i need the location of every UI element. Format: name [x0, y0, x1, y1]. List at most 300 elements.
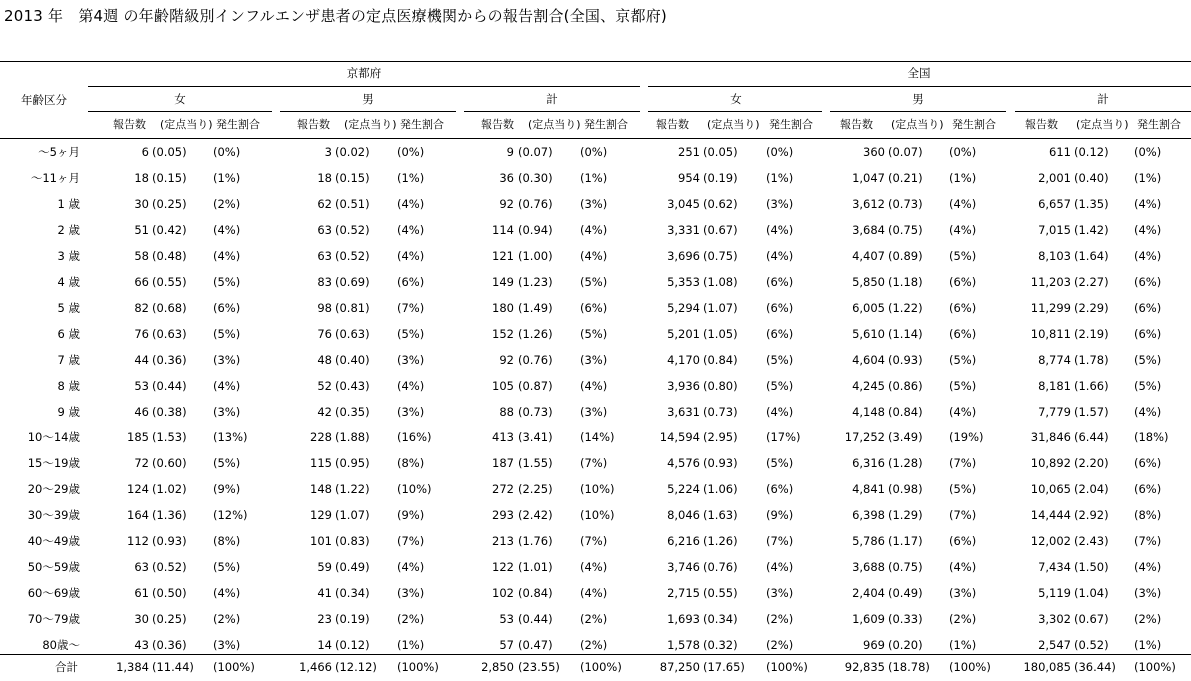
- influenza-report-table: [0, 59, 1191, 681]
- age-group-label: 7 歳: [57, 352, 80, 367]
- per-sentinel-cell: (0.67): [1074, 612, 1109, 627]
- total-ratio: (100%): [580, 660, 622, 674]
- age-group-label: 〜5ヶ月: [38, 145, 80, 159]
- total-ratio: (100%): [949, 660, 991, 674]
- subheader-per-sentinel: (定点当り): [344, 118, 397, 131]
- per-sentinel-cell: (0.38): [152, 404, 187, 419]
- subheader-ratio: 発生割合: [769, 118, 813, 131]
- report-count-cell: 3: [324, 145, 332, 159]
- per-sentinel-cell: (0.84): [518, 586, 553, 601]
- ratio-cell: (10%): [580, 482, 615, 497]
- region-rule-kyoto: [88, 86, 640, 87]
- per-sentinel-cell: (0.52): [335, 222, 370, 237]
- total-report-count: 87,250: [659, 660, 700, 674]
- report-count-cell: 3,696: [667, 248, 700, 263]
- ratio-cell: (3%): [213, 352, 241, 367]
- ratio-cell: (1%): [949, 170, 977, 185]
- report-count-cell: 46: [134, 404, 149, 419]
- per-sentinel-cell: (0.36): [152, 352, 187, 367]
- per-sentinel-cell: (1.02): [152, 482, 187, 497]
- per-sentinel-cell: (0.43): [335, 378, 370, 393]
- per-sentinel-cell: (0.32): [703, 638, 738, 653]
- subheader-ratio: 発生割合: [952, 118, 996, 131]
- sex-group-rule: [280, 111, 456, 112]
- ratio-cell: (7%): [397, 534, 425, 549]
- per-sentinel-cell: (0.12): [335, 638, 370, 653]
- ratio-cell: (5%): [949, 482, 977, 497]
- report-count-cell: 14,444: [1030, 508, 1071, 523]
- age-group-label: 4 歳: [57, 274, 80, 289]
- ratio-cell: (4%): [766, 248, 794, 263]
- sex-group-header: 計: [1097, 92, 1109, 106]
- per-sentinel-cell: (0.76): [518, 196, 553, 211]
- report-count-cell: 3,631: [667, 404, 700, 419]
- per-sentinel-cell: (2.04): [1074, 482, 1109, 497]
- total-row-label: 合計: [55, 660, 78, 674]
- ratio-cell: (8%): [1134, 508, 1162, 523]
- ratio-cell: (5%): [397, 326, 425, 341]
- per-sentinel-cell: (0.87): [518, 378, 553, 393]
- report-count-cell: 251: [678, 145, 700, 159]
- ratio-cell: (3%): [397, 404, 425, 419]
- report-count-cell: 124: [127, 482, 149, 497]
- report-count-cell: 88: [499, 404, 514, 419]
- ratio-cell: (7%): [397, 300, 425, 315]
- per-sentinel-cell: (0.15): [152, 170, 187, 185]
- report-count-cell: 92: [499, 352, 514, 367]
- ratio-cell: (0%): [1134, 145, 1162, 159]
- age-group-label: 80歳〜: [42, 638, 80, 653]
- report-count-cell: 18: [317, 170, 332, 185]
- per-sentinel-cell: (0.12): [1074, 145, 1109, 159]
- report-count-cell: 148: [310, 482, 332, 497]
- age-group-label: 6 歳: [57, 326, 80, 341]
- ratio-cell: (4%): [397, 378, 425, 393]
- report-count-cell: 1,578: [667, 638, 700, 653]
- age-group-label: 2 歳: [57, 222, 80, 237]
- report-count-cell: 293: [492, 508, 514, 523]
- per-sentinel-cell: (0.75): [703, 248, 738, 263]
- subheader-report-count: 報告数: [840, 118, 873, 131]
- per-sentinel-cell: (1.04): [1074, 586, 1109, 601]
- report-count-cell: 6: [141, 145, 149, 159]
- report-count-cell: 14: [317, 638, 332, 653]
- report-count-cell: 8,103: [1038, 248, 1071, 263]
- table-top-rule: [0, 61, 1191, 62]
- ratio-cell: (7%): [949, 508, 977, 523]
- report-count-cell: 3,688: [852, 560, 885, 575]
- per-sentinel-cell: (0.73): [703, 404, 738, 419]
- report-count-cell: 51: [134, 222, 149, 237]
- per-sentinel-cell: (2.42): [518, 508, 553, 523]
- ratio-cell: (6%): [1134, 456, 1162, 471]
- per-sentinel-cell: (1.22): [335, 482, 370, 497]
- report-count-cell: 6,657: [1038, 196, 1071, 211]
- report-count-cell: 76: [317, 326, 332, 341]
- report-count-cell: 3,684: [852, 222, 885, 237]
- report-count-cell: 5,119: [1038, 586, 1071, 601]
- per-sentinel-cell: (0.36): [152, 638, 187, 653]
- report-count-cell: 72: [134, 456, 149, 471]
- ratio-cell: (5%): [213, 274, 241, 289]
- ratio-cell: (1%): [580, 170, 608, 185]
- report-count-cell: 3,746: [667, 560, 700, 575]
- per-sentinel-cell: (0.40): [1074, 170, 1109, 185]
- subheader-ratio: 発生割合: [400, 118, 444, 131]
- ratio-cell: (7%): [949, 456, 977, 471]
- per-sentinel-cell: (1.23): [518, 274, 553, 289]
- report-count-cell: 7,434: [1038, 560, 1071, 575]
- ratio-cell: (3%): [580, 196, 608, 211]
- per-sentinel-cell: (0.49): [335, 560, 370, 575]
- age-group-label: 40〜49歳: [27, 534, 80, 549]
- ratio-cell: (10%): [397, 482, 432, 497]
- report-count-cell: 36: [499, 170, 514, 185]
- ratio-cell: (7%): [580, 534, 608, 549]
- per-sentinel-cell: (0.80): [703, 378, 738, 393]
- report-count-cell: 152: [492, 326, 514, 341]
- per-sentinel-cell: (0.44): [518, 612, 553, 627]
- per-sentinel-cell: (1.28): [888, 456, 923, 471]
- report-count-cell: 58: [134, 248, 149, 263]
- report-count-cell: 969: [863, 638, 885, 653]
- subheader-ratio: 発生割合: [584, 118, 628, 131]
- per-sentinel-cell: (0.52): [152, 560, 187, 575]
- ratio-cell: (13%): [213, 430, 248, 445]
- per-sentinel-cell: (0.25): [152, 196, 187, 211]
- age-group-label: 3 歳: [57, 248, 80, 263]
- ratio-cell: (5%): [1134, 352, 1162, 367]
- ratio-cell: (4%): [397, 222, 425, 237]
- subheader-report-count: 報告数: [1025, 118, 1058, 131]
- age-group-label: 20〜29歳: [27, 482, 80, 497]
- report-count-cell: 8,774: [1038, 352, 1071, 367]
- ratio-cell: (0%): [949, 145, 977, 159]
- report-count-cell: 48: [317, 352, 332, 367]
- report-count-cell: 7,779: [1038, 404, 1071, 419]
- report-count-cell: 187: [492, 456, 514, 471]
- per-sentinel-cell: (1.88): [335, 430, 370, 445]
- report-count-cell: 10,065: [1030, 482, 1071, 497]
- ratio-cell: (9%): [766, 508, 794, 523]
- ratio-cell: (0%): [213, 145, 241, 159]
- report-count-cell: 5,224: [667, 482, 700, 497]
- ratio-cell: (4%): [766, 222, 794, 237]
- ratio-cell: (9%): [397, 508, 425, 523]
- ratio-cell: (2%): [213, 612, 241, 627]
- per-sentinel-cell: (1.36): [152, 508, 187, 523]
- per-sentinel-cell: (1.78): [1074, 352, 1109, 367]
- ratio-cell: (4%): [580, 248, 608, 263]
- per-sentinel-cell: (1.18): [888, 274, 923, 289]
- ratio-cell: (6%): [213, 300, 241, 315]
- report-count-cell: 66: [134, 274, 149, 289]
- per-sentinel-cell: (0.94): [518, 222, 553, 237]
- per-sentinel-cell: (1.06): [703, 482, 738, 497]
- report-count-cell: 53: [499, 612, 514, 627]
- ratio-cell: (0%): [766, 145, 794, 159]
- ratio-cell: (4%): [1134, 248, 1162, 263]
- report-count-cell: 164: [127, 508, 149, 523]
- per-sentinel-cell: (0.76): [703, 560, 738, 575]
- per-sentinel-cell: (0.05): [152, 145, 187, 159]
- ratio-cell: (4%): [1134, 222, 1162, 237]
- total-report-count: 2,850: [481, 660, 514, 674]
- total-per-sentinel: (17.65): [703, 660, 745, 674]
- ratio-cell: (2%): [766, 638, 794, 653]
- per-sentinel-cell: (0.34): [335, 586, 370, 601]
- ratio-cell: (5%): [766, 352, 794, 367]
- report-count-cell: 8,181: [1038, 378, 1071, 393]
- per-sentinel-cell: (2.19): [1074, 326, 1109, 341]
- report-count-cell: 4,407: [852, 248, 885, 263]
- per-sentinel-cell: (0.05): [703, 145, 738, 159]
- report-count-cell: 3,331: [667, 222, 700, 237]
- per-sentinel-cell: (2.29): [1074, 300, 1109, 315]
- ratio-cell: (4%): [397, 196, 425, 211]
- ratio-cell: (4%): [766, 560, 794, 575]
- age-group-label: 8 歳: [57, 378, 80, 393]
- ratio-cell: (5%): [766, 456, 794, 471]
- ratio-cell: (4%): [766, 404, 794, 419]
- report-count-cell: 14,594: [659, 430, 700, 445]
- per-sentinel-cell: (0.34): [703, 612, 738, 627]
- subheader-per-sentinel: (定点当り): [1076, 118, 1129, 131]
- report-count-cell: 228: [310, 430, 332, 445]
- per-sentinel-cell: (1.55): [518, 456, 553, 471]
- age-group-label: 15〜19歳: [27, 456, 80, 471]
- per-sentinel-cell: (0.19): [703, 170, 738, 185]
- ratio-cell: (1%): [213, 170, 241, 185]
- total-ratio: (100%): [766, 660, 808, 674]
- per-sentinel-cell: (1.76): [518, 534, 553, 549]
- per-sentinel-cell: (1.22): [888, 300, 923, 315]
- per-sentinel-cell: (0.47): [518, 638, 553, 653]
- report-count-cell: 114: [492, 222, 514, 237]
- ratio-cell: (4%): [949, 404, 977, 419]
- total-report-count: 180,085: [1023, 660, 1071, 674]
- report-count-cell: 8,046: [667, 508, 700, 523]
- per-sentinel-cell: (1.42): [1074, 222, 1109, 237]
- per-sentinel-cell: (1.07): [703, 300, 738, 315]
- per-sentinel-cell: (0.44): [152, 378, 187, 393]
- per-sentinel-cell: (0.33): [888, 612, 923, 627]
- report-count-cell: 121: [492, 248, 514, 263]
- subheader-report-count: 報告数: [481, 118, 514, 131]
- report-count-cell: 5,294: [667, 300, 700, 315]
- sex-group-rule: [830, 111, 1006, 112]
- per-sentinel-cell: (0.30): [518, 170, 553, 185]
- report-count-cell: 7,015: [1038, 222, 1071, 237]
- report-count-cell: 41: [317, 586, 332, 601]
- ratio-cell: (5%): [213, 326, 241, 341]
- report-count-cell: 5,353: [667, 274, 700, 289]
- ratio-cell: (5%): [949, 352, 977, 367]
- per-sentinel-cell: (1.17): [888, 534, 923, 549]
- per-sentinel-cell: (0.63): [152, 326, 187, 341]
- per-sentinel-cell: (0.95): [335, 456, 370, 471]
- per-sentinel-cell: (0.86): [888, 378, 923, 393]
- ratio-cell: (6%): [1134, 482, 1162, 497]
- per-sentinel-cell: (0.15): [335, 170, 370, 185]
- ratio-cell: (4%): [580, 560, 608, 575]
- report-count-cell: 6,216: [667, 534, 700, 549]
- per-sentinel-cell: (1.49): [518, 300, 553, 315]
- per-sentinel-cell: (0.93): [888, 352, 923, 367]
- total-per-sentinel: (23.55): [518, 660, 560, 674]
- ratio-cell: (3%): [766, 196, 794, 211]
- ratio-cell: (5%): [213, 560, 241, 575]
- sex-group-rule: [464, 111, 640, 112]
- ratio-cell: (3%): [213, 404, 241, 419]
- per-sentinel-cell: (0.98): [888, 482, 923, 497]
- ratio-cell: (4%): [580, 586, 608, 601]
- per-sentinel-cell: (2.43): [1074, 534, 1109, 549]
- sex-group-header: 計: [546, 92, 558, 106]
- ratio-cell: (3%): [766, 586, 794, 601]
- ratio-cell: (1%): [1134, 170, 1162, 185]
- ratio-cell: (5%): [766, 378, 794, 393]
- per-sentinel-cell: (0.25): [152, 612, 187, 627]
- ratio-cell: (6%): [580, 300, 608, 315]
- per-sentinel-cell: (1.29): [888, 508, 923, 523]
- report-count-cell: 11,203: [1030, 274, 1071, 289]
- report-count-cell: 83: [317, 274, 332, 289]
- per-sentinel-cell: (0.52): [335, 248, 370, 263]
- report-count-cell: 115: [310, 456, 332, 471]
- total-per-sentinel: (11.44): [152, 660, 194, 674]
- per-sentinel-cell: (0.75): [888, 222, 923, 237]
- age-group-label: 〜11ヶ月: [30, 170, 80, 185]
- ratio-cell: (2%): [580, 612, 608, 627]
- per-sentinel-cell: (0.60): [152, 456, 187, 471]
- total-report-count: 1,384: [116, 660, 149, 674]
- report-count-cell: 63: [317, 222, 332, 237]
- report-count-cell: 10,811: [1030, 326, 1071, 341]
- per-sentinel-cell: (0.40): [335, 352, 370, 367]
- report-count-cell: 112: [127, 534, 149, 549]
- report-count-cell: 63: [317, 248, 332, 263]
- per-sentinel-cell: (0.52): [1074, 638, 1109, 653]
- ratio-cell: (2%): [580, 638, 608, 653]
- report-count-cell: 17,252: [844, 430, 885, 445]
- per-sentinel-cell: (0.75): [888, 560, 923, 575]
- report-count-cell: 44: [134, 352, 149, 367]
- report-count-cell: 4,245: [852, 378, 885, 393]
- per-sentinel-cell: (1.26): [703, 534, 738, 549]
- age-group-label: 50〜59歳: [27, 560, 80, 575]
- ratio-cell: (6%): [1134, 300, 1162, 315]
- ratio-cell: (6%): [949, 274, 977, 289]
- report-count-cell: 413: [492, 430, 514, 445]
- report-count-cell: 5,610: [852, 326, 885, 341]
- report-count-cell: 105: [492, 378, 514, 393]
- per-sentinel-cell: (0.49): [888, 586, 923, 601]
- ratio-cell: (7%): [580, 456, 608, 471]
- per-sentinel-cell: (2.95): [703, 430, 738, 445]
- ratio-cell: (12%): [213, 508, 248, 523]
- per-sentinel-cell: (1.07): [335, 508, 370, 523]
- per-sentinel-cell: (1.05): [703, 326, 738, 341]
- per-sentinel-cell: (6.44): [1074, 430, 1109, 445]
- ratio-cell: (3%): [397, 586, 425, 601]
- ratio-cell: (6%): [766, 326, 794, 341]
- report-count-cell: 61: [134, 586, 149, 601]
- age-group-label: 9 歳: [57, 404, 80, 419]
- total-ratio: (100%): [213, 660, 255, 674]
- report-count-cell: 954: [678, 170, 700, 185]
- ratio-cell: (5%): [949, 378, 977, 393]
- ratio-cell: (0%): [580, 145, 608, 159]
- per-sentinel-cell: (0.62): [703, 196, 738, 211]
- ratio-cell: (0%): [397, 145, 425, 159]
- ratio-cell: (1%): [766, 170, 794, 185]
- report-count-cell: 1,693: [667, 612, 700, 627]
- per-sentinel-cell: (0.51): [335, 196, 370, 211]
- subheader-per-sentinel: (定点当り): [528, 118, 581, 131]
- report-count-cell: 185: [127, 430, 149, 445]
- report-count-cell: 9: [506, 145, 514, 159]
- header-bottom-rule: [0, 138, 1191, 139]
- report-count-cell: 6,316: [852, 456, 885, 471]
- ratio-cell: (14%): [580, 430, 615, 445]
- per-sentinel-cell: (1.00): [518, 248, 553, 263]
- ratio-cell: (5%): [580, 274, 608, 289]
- total-report-count: 1,466: [299, 660, 332, 674]
- ratio-cell: (4%): [949, 560, 977, 575]
- region-header-national: 全国: [907, 66, 931, 80]
- report-count-cell: 53: [134, 378, 149, 393]
- total-ratio: (100%): [397, 660, 439, 674]
- ratio-cell: (4%): [580, 378, 608, 393]
- ratio-cell: (5%): [949, 248, 977, 263]
- report-count-cell: 4,576: [667, 456, 700, 471]
- report-count-cell: 30: [134, 196, 149, 211]
- total-rule: [0, 654, 1191, 655]
- per-sentinel-cell: (1.53): [152, 430, 187, 445]
- report-count-cell: 3,302: [1038, 612, 1071, 627]
- ratio-cell: (10%): [580, 508, 615, 523]
- ratio-cell: (4%): [580, 222, 608, 237]
- per-sentinel-cell: (0.35): [335, 404, 370, 419]
- sex-group-header: 男: [362, 92, 374, 106]
- ratio-cell: (5%): [213, 456, 241, 471]
- per-sentinel-cell: (0.50): [152, 586, 187, 601]
- report-count-cell: 4,170: [667, 352, 700, 367]
- report-count-cell: 62: [317, 196, 332, 211]
- per-sentinel-cell: (0.76): [518, 352, 553, 367]
- age-group-label: 30〜39歳: [27, 508, 80, 523]
- subheader-report-count: 報告数: [656, 118, 689, 131]
- ratio-cell: (6%): [766, 274, 794, 289]
- ratio-cell: (9%): [213, 482, 241, 497]
- report-count-cell: 10,892: [1030, 456, 1071, 471]
- per-sentinel-cell: (0.63): [335, 326, 370, 341]
- report-count-cell: 30: [134, 612, 149, 627]
- per-sentinel-cell: (1.66): [1074, 378, 1109, 393]
- report-count-cell: 82: [134, 300, 149, 315]
- report-count-cell: 129: [310, 508, 332, 523]
- ratio-cell: (1%): [1134, 638, 1162, 653]
- ratio-cell: (16%): [397, 430, 432, 445]
- per-sentinel-cell: (1.26): [518, 326, 553, 341]
- ratio-cell: (4%): [397, 560, 425, 575]
- age-group-label: 70〜79歳: [27, 612, 80, 627]
- per-sentinel-cell: (0.68): [152, 300, 187, 315]
- page-title: 2013 年 第4週 の年齢階級別インフルエンザ患者の定点医療機関からの報告割合(全国、京都府): [4, 7, 667, 25]
- ratio-cell: (6%): [949, 326, 977, 341]
- ratio-cell: (4%): [213, 586, 241, 601]
